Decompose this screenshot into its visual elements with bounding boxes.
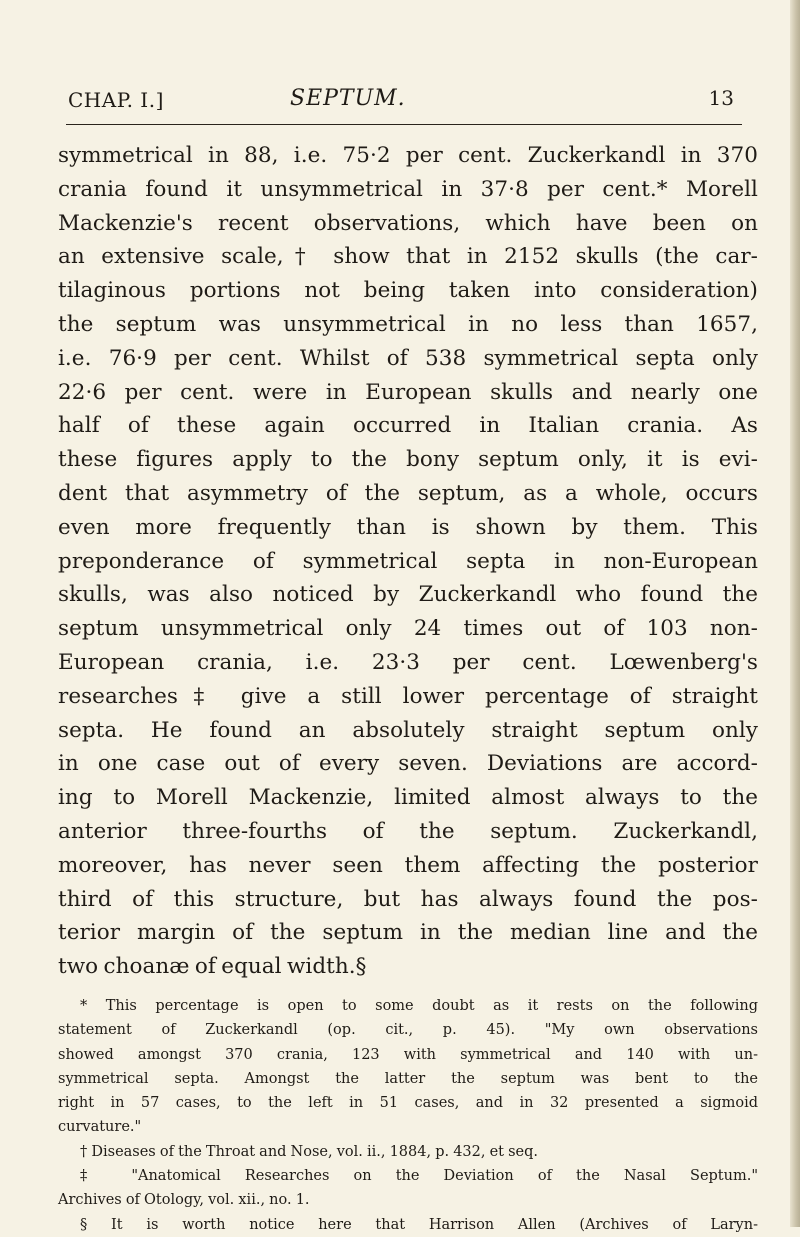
body-line: symmetrical in 88, i.e. 75·2 per cent. Zuckerkandl in 370 (58, 143, 758, 168)
footnote-line: showed amongst 370 crania, 123 with symmetrical and 140 with un- (58, 1046, 758, 1063)
body-line: moreover, has never seen them affecting the posterior (58, 852, 758, 878)
body-line: tilaginous portions not being taken into consideration) (58, 278, 758, 304)
footnote-line: § It is worth notice here that Harrison Allen (Archives of Laryn- (80, 1216, 758, 1233)
body-line: European crania, i.e. 23·3 per cent. Lœwenberg's (58, 649, 758, 675)
footnote-line: statement of Zuckerkandl (op. cit., p. 45). "My own observations (58, 1022, 758, 1039)
body-line: in one case out of every seven. Deviations are accord- (58, 751, 758, 777)
body-line: anterior three-fourths of the septum. Zuckerkandl, (58, 818, 758, 844)
footnote-line: symmetrical septa. Amongst the latter the septum was bent to the (58, 1070, 758, 1087)
body-line: third of this structure, but has always found the pos- (58, 886, 758, 912)
body-line: these figures apply to the bony septum only, it is evi- (58, 447, 758, 473)
footnote-line: right in 57 cases, to the left in 51 cases, and in 32 presented a sigmoid (58, 1095, 758, 1112)
body-line: Mackenzie's recent observations, which have been on (58, 210, 758, 236)
body-line: preponderance of symmetrical septa in non-European (58, 548, 758, 574)
body-line: septum unsymmetrical only 24 times out of 103 non- (58, 616, 758, 642)
body-line: dent that asymmetry of the septum, as a whole, occurs (58, 480, 758, 506)
body-line: an extensive scale,† show that in 2152 skulls (the car- (58, 244, 758, 270)
body-line: i.e. 76·9 per cent. Whilst of 538 symmetrical septa only (58, 345, 758, 371)
body-line: researches‡ give a still lower percentage of straight (58, 683, 758, 709)
body-line: the septum was unsymmetrical in no less than 1657, (58, 311, 758, 337)
body-line: skulls, was also noticed by Zuckerkandl who found the (58, 582, 758, 608)
footnotes (58, 994, 758, 1237)
footnote-line: Archives of Otology, vol. xii., no. 1. (58, 1192, 310, 1209)
footnote-line: * This percentage is open to some doubt as it rests on the following (80, 997, 758, 1014)
chapter-label: CHAP. I.] (68, 88, 164, 112)
page-edge (790, 0, 800, 1227)
body-line: terior margin of the septum in the median line and the (58, 920, 758, 946)
body-text (58, 139, 758, 984)
running-header (58, 82, 758, 120)
body-line: septa. He found an absolutely straight septum only (58, 717, 758, 743)
body-line: crania found it unsymmetrical in 37·8 per cent.* Morell (58, 176, 758, 202)
running-title: SEPTUM. (290, 86, 406, 111)
page-number: 13 (708, 86, 734, 110)
body-line: even more frequently than is shown by them. This (58, 514, 758, 540)
footnote-line: ‡ "Anatomical Researches on the Deviation of the Nasal Septum." (80, 1168, 758, 1184)
header-rule (66, 124, 742, 125)
body-line: ing to Morell Mackenzie, limited almost always to the (58, 785, 758, 811)
book-page (58, 82, 758, 1237)
footnote-line: curvature." (58, 1119, 142, 1136)
body-line: two choanæ of equal width.§ (58, 954, 367, 980)
body-line: 22·6 per cent. were in European skulls and nearly one (58, 379, 758, 405)
footnote-line: † Diseases of the Throat and Nose, vol. ii., 1884, p. 432, et seq. (80, 1143, 539, 1160)
body-line: half of these again occurred in Italian crania. As (58, 413, 758, 439)
